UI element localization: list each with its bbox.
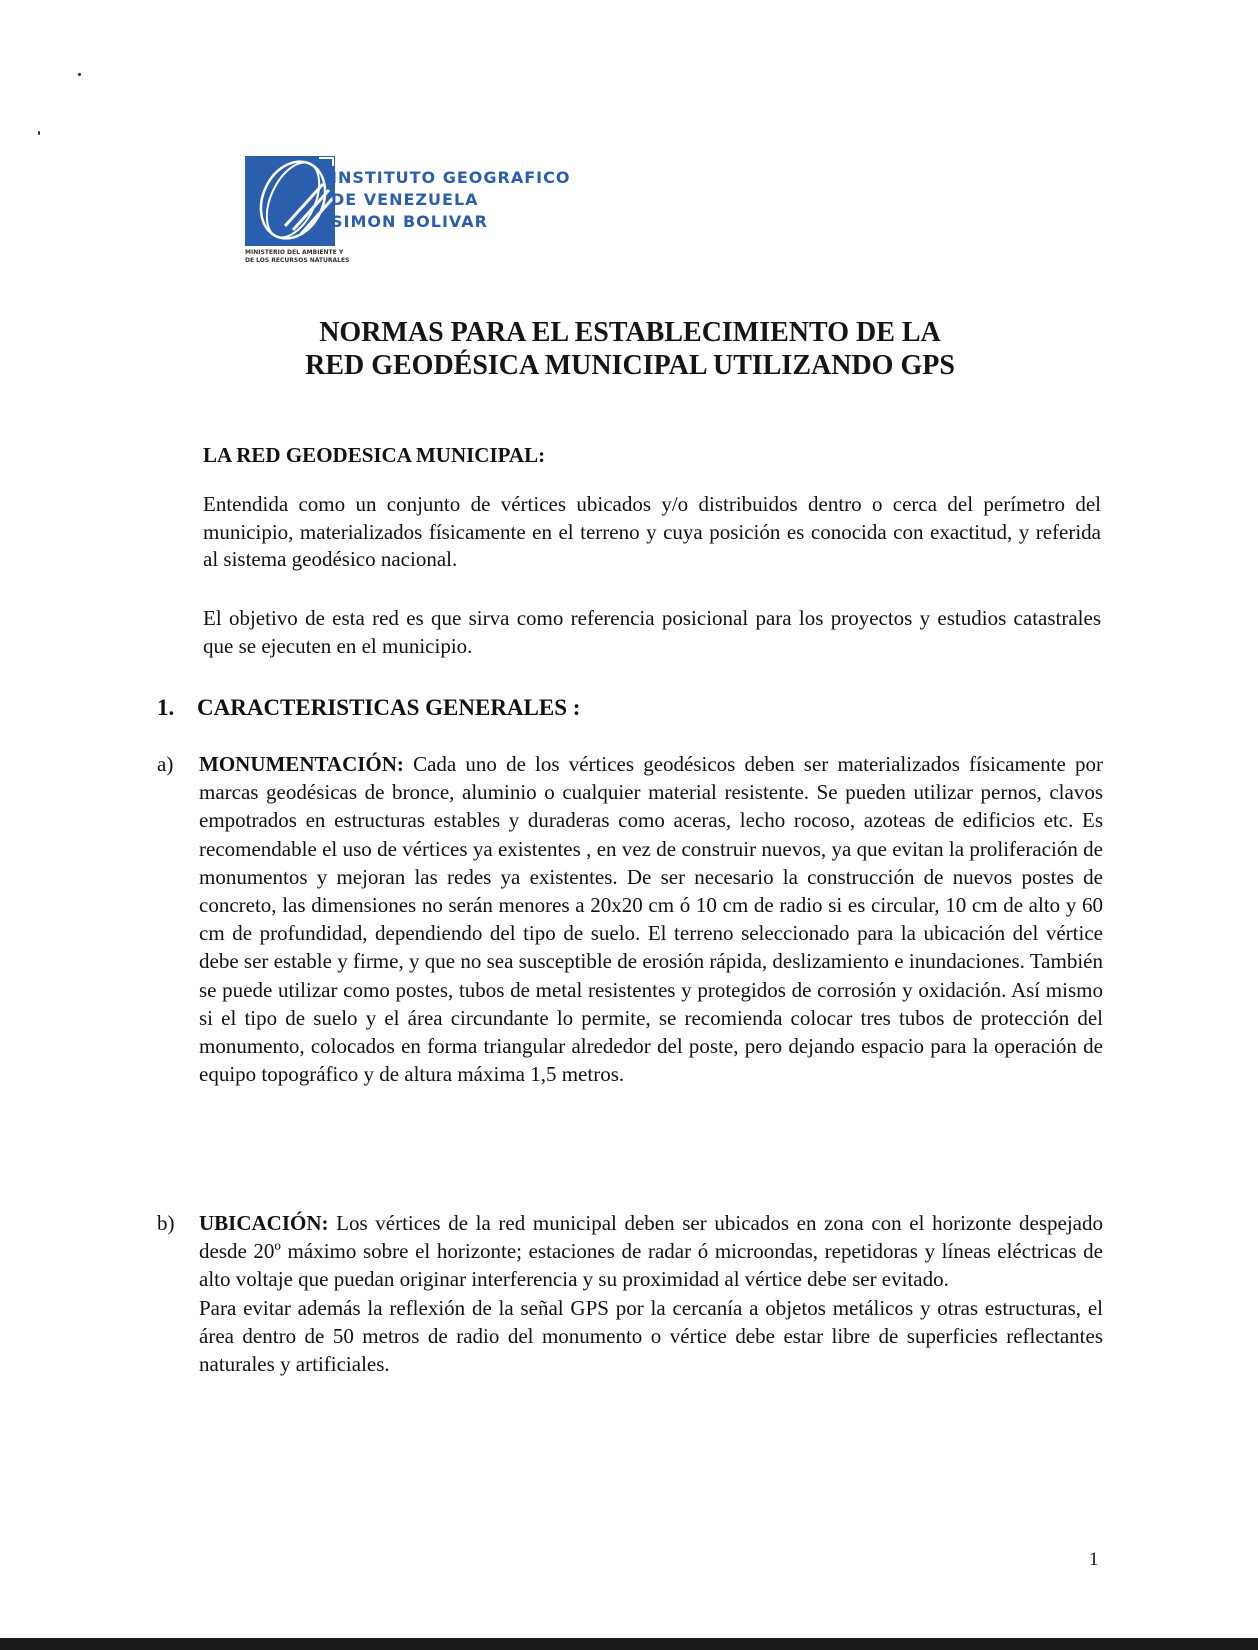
scan-bottom-edge xyxy=(0,1638,1258,1650)
objective-paragraph: El objetivo de esta red es que sirva como referencia posicional para los proyectos y estudios catastrales que se ejecuten en el municipio. xyxy=(203,606,1101,658)
title-line-1: NORMAS PARA EL ESTABLECIMIENTO DE LA xyxy=(319,317,941,348)
institute-logo xyxy=(245,156,605,276)
logo-wordmark xyxy=(331,167,570,233)
title-line-2: RED GEODÉSICA MUNICIPAL UTILIZANDO GPS xyxy=(305,350,955,381)
item-paragraph-1 xyxy=(199,1209,1103,1294)
item-label: MONUMENTACIÓN: xyxy=(199,752,404,776)
item-text: Los vértices de la red municipal deben ser ubicados en zona con el horizonte despejado desde 20º máximo sobre el horizonte; estaciones de radar ó microondas, repetidoras y líneas eléctricas de alto voltaje que puedan originar interferencia y su proximidad al vértice debe ser evitado. xyxy=(199,1211,1103,1292)
logo-line-3: SIMON BOLIVAR xyxy=(331,212,488,231)
list-item-body xyxy=(199,1209,1103,1378)
scan-speck xyxy=(78,73,81,76)
definition-paragraph: Entendida como un conjunto de vértices ubicados y/o distribuidos dentro o cerca del perímetro del municipio, materializados físicamente en el terreno y cuya posición es conocida con exactitud, y referida al sistema geodésico nacional. xyxy=(203,492,1101,571)
scan-speck xyxy=(38,131,40,135)
section-heading: LA RED GEODESICA MUNICIPAL: xyxy=(203,443,546,467)
list-marker: a) xyxy=(157,752,174,776)
page-number: 1 xyxy=(1089,1549,1099,1570)
logo-line-2: DE VENEZUELA xyxy=(331,190,479,209)
globe-logo-icon xyxy=(245,156,335,246)
item-paragraph-2: Para evitar además la reflexión de la señal GPS por la cercanía a objetos metálicos y otras estructuras, el área dentro de 50 metros de radio del monumento o vértice debe estar libre de superficies reflectantes naturales y artificiales. xyxy=(199,1295,1103,1377)
general-characteristics-heading xyxy=(157,694,580,722)
item-label: UBICACIÓN: xyxy=(199,1211,329,1235)
list-marker: b) xyxy=(157,1211,175,1235)
item-text: Cada uno de los vértices geodésicos deben ser materializados físicamente por marcas geodésicas de bronce, aluminio o cualquier material resistente. Se pueden utilizar pernos, clavos empotrados en estructuras estables y duraderas como aceras, lecho rocoso, azoteas de edificios etc. Es recomendable el uso de vértices ya existentes , en vez de construir nuevos, ya que evitan la proliferación de monumentos y mejoran las redes ya existentes. De ser necesario la construcción de nuevos postes de concreto, las dimensiones no serán menores a 20x20 cm ó 10 cm de radio si es circular, 10 cm de alto y 60 cm de profundidad, dependiendo del tipo de suelo. El terreno seleccionado para la ubicación del vértice debe ser estable y firme, y que no sea susceptible de erosión rápida, deslizamiento e inundaciones. También se puede utilizar como postes, tubos de metal resistentes y protegidos de corrosión y oxidación. Así mismo si el tipo de suelo y el área circundante lo permite, se recomienda colocar tres tubos de protección del monumento, colocados en forma triangular alrededor del poste, pero dejando espacio para la operación de equipo topográfico y de altura máxima 1,5 metros. xyxy=(199,752,1103,1087)
list-item-body xyxy=(199,750,1103,1088)
heading-text: CARACTERISTICAS GENERALES : xyxy=(197,695,581,720)
document-title xyxy=(200,316,1060,382)
logo-sub-line-2: DE LOS RECURSOS NATURALES xyxy=(245,257,350,264)
logo-subtitle xyxy=(245,249,349,265)
logo-line-1: INSTITUTO GEOGRAFICO xyxy=(331,168,571,187)
logo-sub-line-1: MINISTERIO DEL AMBIENTE Y xyxy=(245,249,344,256)
list-item-monumentacion xyxy=(157,750,1103,1088)
heading-number: 1. xyxy=(157,695,175,720)
list-item-ubicacion xyxy=(157,1209,1103,1378)
